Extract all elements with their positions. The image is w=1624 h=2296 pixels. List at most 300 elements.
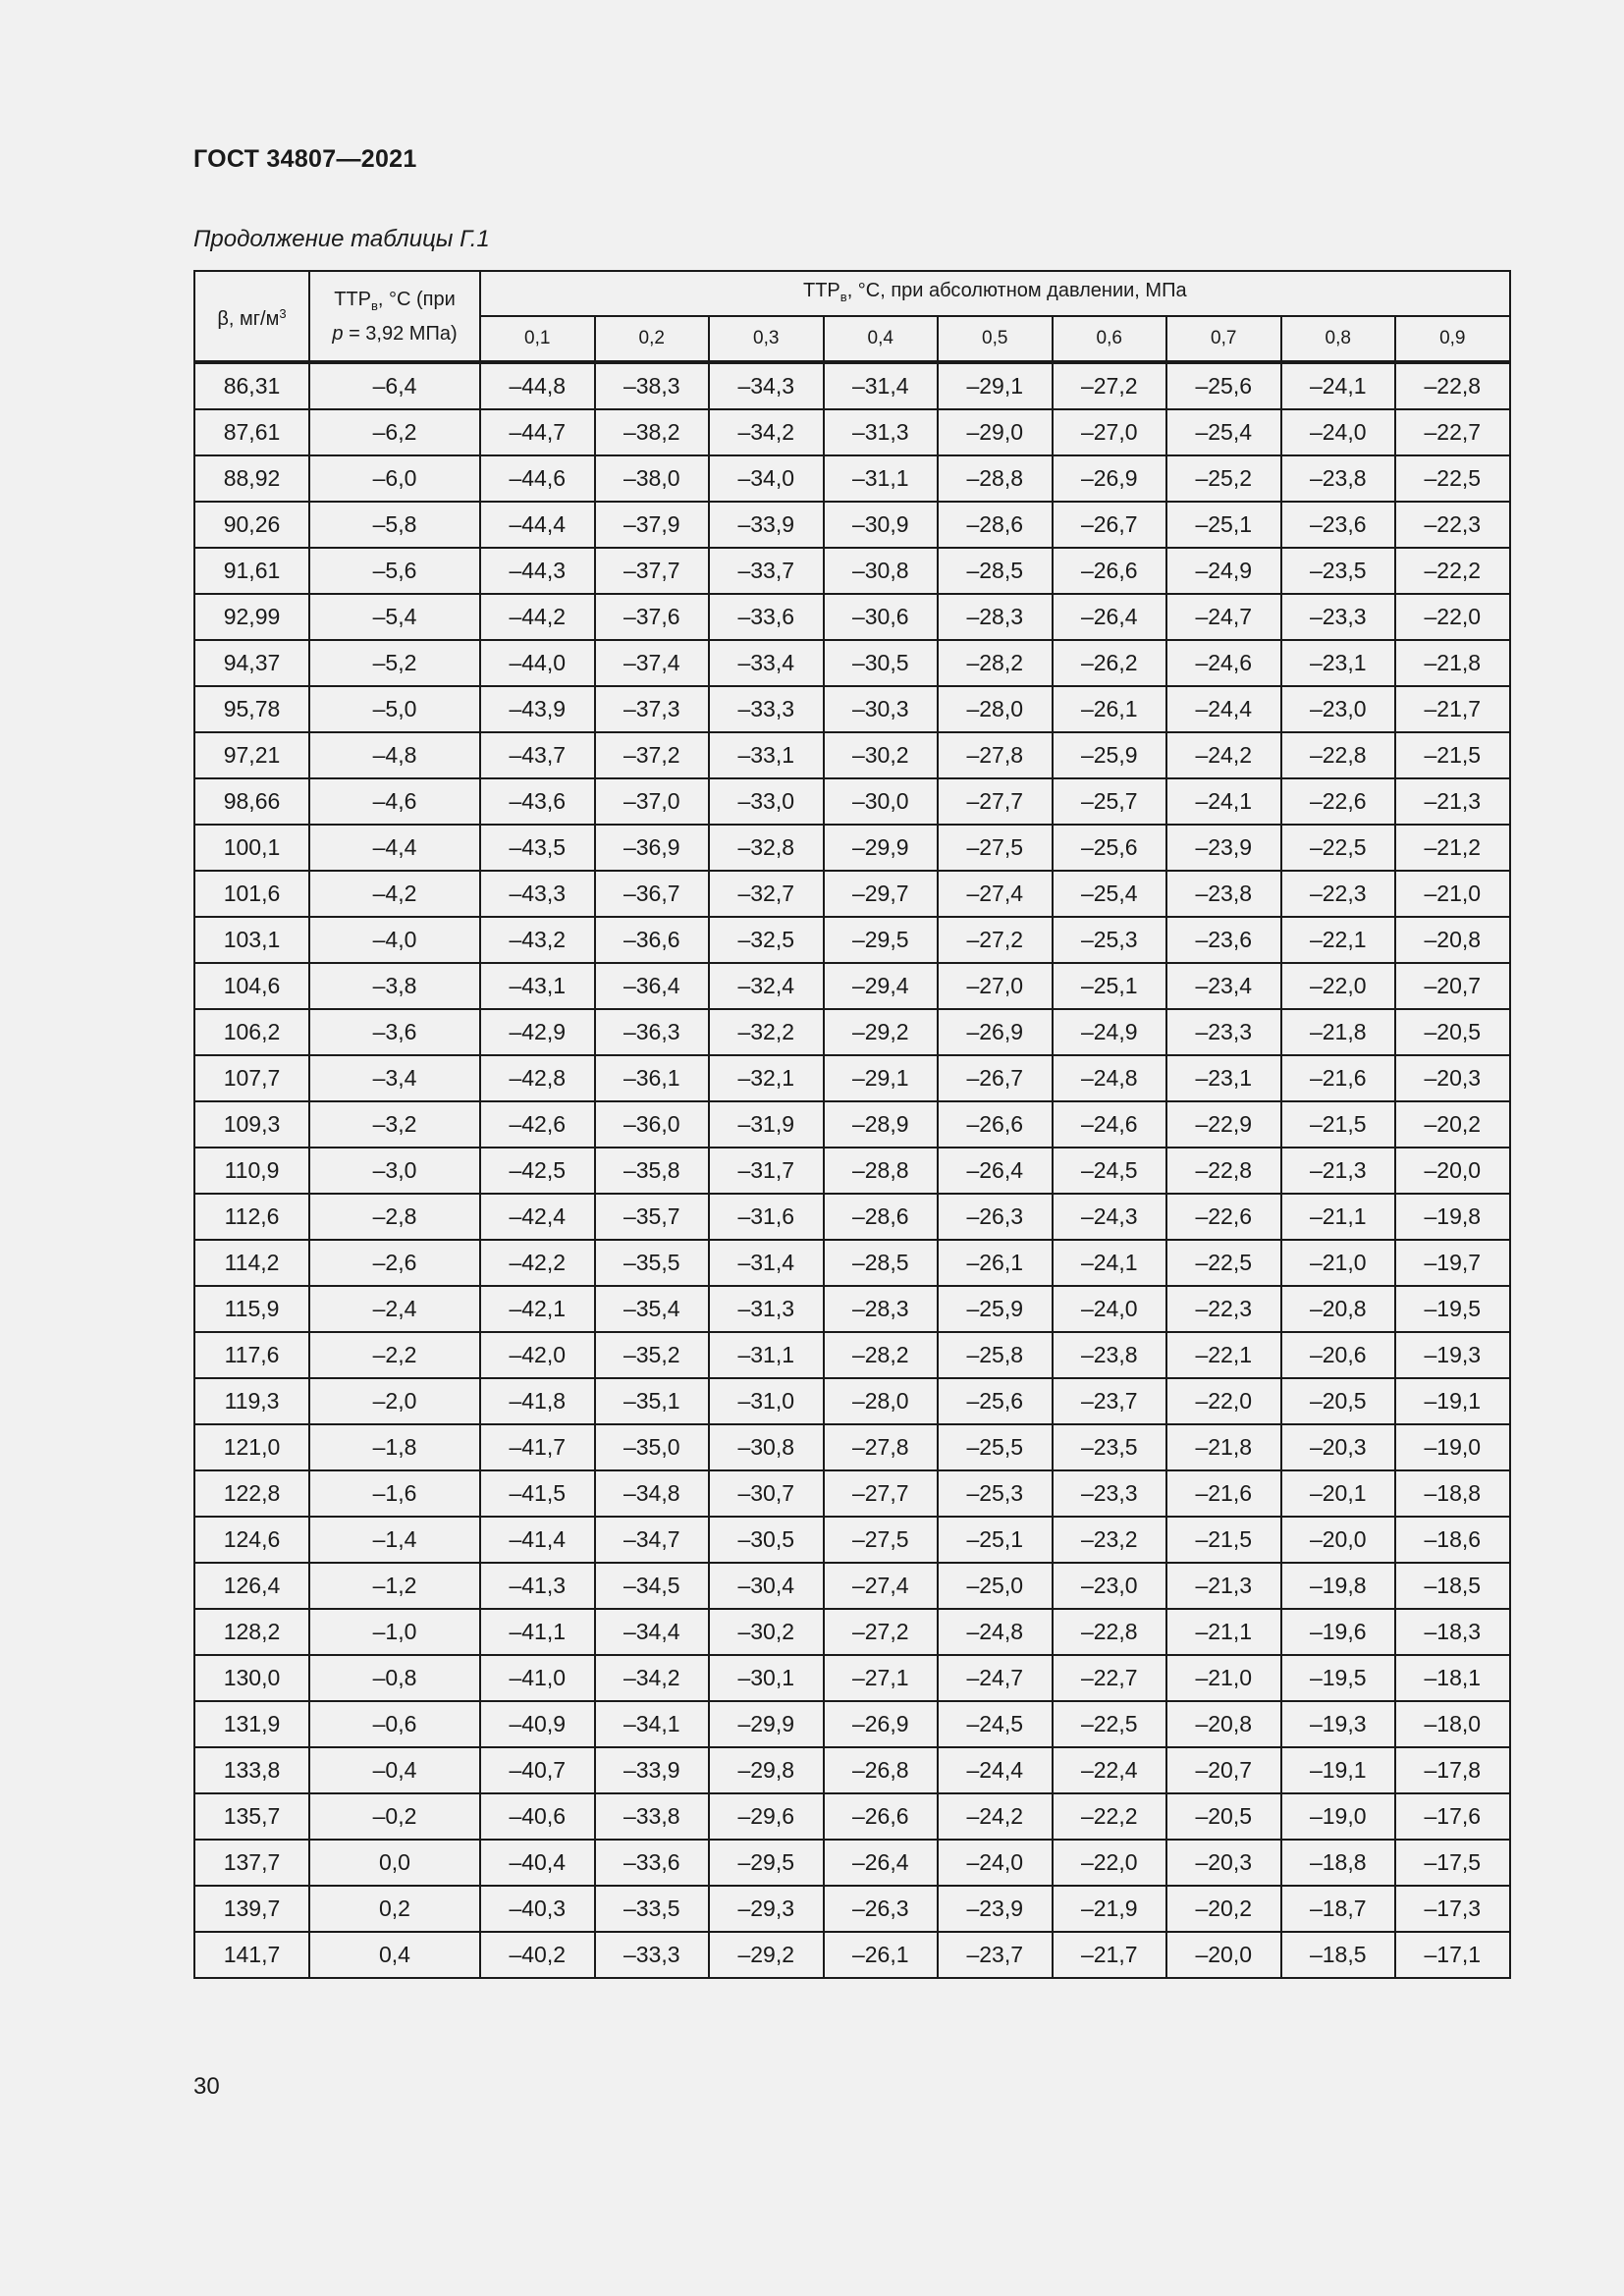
cell-beta: 135,7: [194, 1793, 309, 1840]
cell-value: –33,1: [709, 732, 824, 778]
cell-value: –31,3: [824, 409, 939, 455]
cell-value: –27,7: [938, 778, 1053, 825]
cell-value: –22,3: [1281, 871, 1396, 917]
cell-ttr: –1,4: [309, 1517, 480, 1563]
cell-value: –31,7: [709, 1148, 824, 1194]
cell-value: –42,9: [480, 1009, 595, 1055]
cell-value: –25,1: [938, 1517, 1053, 1563]
cell-value: –21,5: [1281, 1101, 1396, 1148]
cell-value: –33,3: [595, 1932, 710, 1978]
cell-value: –28,5: [938, 548, 1053, 594]
cell-value: –38,0: [595, 455, 710, 502]
cell-value: –37,3: [595, 686, 710, 732]
cell-value: –21,6: [1281, 1055, 1396, 1101]
table-row: [194, 1655, 1510, 1701]
cell-value: –22,5: [1281, 825, 1396, 871]
pressure-header: 0,1: [480, 316, 595, 362]
cell-value: –23,6: [1166, 917, 1281, 963]
cell-value: –21,8: [1281, 1009, 1396, 1055]
cell-value: –43,5: [480, 825, 595, 871]
cell-ttr: –4,4: [309, 825, 480, 871]
cell-value: –29,2: [824, 1009, 939, 1055]
cell-value: –24,3: [1053, 1194, 1167, 1240]
cell-value: –34,2: [595, 1655, 710, 1701]
cell-value: –22,5: [1395, 455, 1510, 502]
cell-ttr: –2,8: [309, 1194, 480, 1240]
cell-ttr: –3,2: [309, 1101, 480, 1148]
cell-value: –23,7: [938, 1932, 1053, 1978]
cell-value: –27,5: [938, 825, 1053, 871]
cell-beta: 128,2: [194, 1609, 309, 1655]
cell-value: –19,1: [1281, 1747, 1396, 1793]
cell-value: –29,4: [824, 963, 939, 1009]
table-row: [194, 1609, 1510, 1655]
cell-value: –28,2: [824, 1332, 939, 1378]
cell-value: –28,8: [824, 1148, 939, 1194]
table-row: [194, 1055, 1510, 1101]
cell-value: –17,1: [1395, 1932, 1510, 1978]
pressure-header: 0,2: [595, 316, 710, 362]
cell-value: –35,7: [595, 1194, 710, 1240]
cell-value: –36,0: [595, 1101, 710, 1148]
cell-ttr: –0,2: [309, 1793, 480, 1840]
cell-value: –21,6: [1166, 1470, 1281, 1517]
cell-value: –20,8: [1281, 1286, 1396, 1332]
cell-value: –22,6: [1166, 1194, 1281, 1240]
cell-ttr: –5,2: [309, 640, 480, 686]
cell-value: –43,9: [480, 686, 595, 732]
cell-value: –32,7: [709, 871, 824, 917]
cell-value: –28,6: [938, 502, 1053, 548]
cell-value: –20,0: [1395, 1148, 1510, 1194]
cell-value: –18,0: [1395, 1701, 1510, 1747]
cell-ttr: –1,2: [309, 1563, 480, 1609]
cell-value: –28,2: [938, 640, 1053, 686]
cell-value: –42,2: [480, 1240, 595, 1286]
cell-ttr: –4,0: [309, 917, 480, 963]
table-row: [194, 871, 1510, 917]
table-row: [194, 1886, 1510, 1932]
cell-ttr: –5,8: [309, 502, 480, 548]
cell-ttr: –4,2: [309, 871, 480, 917]
cell-value: –30,5: [709, 1517, 824, 1563]
cell-value: –22,0: [1053, 1840, 1167, 1886]
cell-beta: 133,8: [194, 1747, 309, 1793]
cell-value: –41,8: [480, 1378, 595, 1424]
table-row: [194, 825, 1510, 871]
cell-value: –25,5: [938, 1424, 1053, 1470]
cell-beta: 122,8: [194, 1470, 309, 1517]
cell-value: –25,4: [1053, 871, 1167, 917]
cell-value: –25,3: [1053, 917, 1167, 963]
cell-value: –29,9: [709, 1701, 824, 1747]
cell-ttr: –6,4: [309, 362, 480, 409]
cell-beta: 104,6: [194, 963, 309, 1009]
cell-value: –22,7: [1053, 1655, 1167, 1701]
cell-value: –22,8: [1281, 732, 1396, 778]
cell-value: –44,7: [480, 409, 595, 455]
cell-value: –43,1: [480, 963, 595, 1009]
cell-value: –42,5: [480, 1148, 595, 1194]
cell-value: –21,3: [1281, 1148, 1396, 1194]
cell-value: –36,6: [595, 917, 710, 963]
cell-value: –25,4: [1166, 409, 1281, 455]
cell-value: –24,8: [1053, 1055, 1167, 1101]
cell-value: –19,3: [1395, 1332, 1510, 1378]
cell-beta: 107,7: [194, 1055, 309, 1101]
cell-value: –18,1: [1395, 1655, 1510, 1701]
cell-ttr: –2,6: [309, 1240, 480, 1286]
cell-value: –19,3: [1281, 1701, 1396, 1747]
cell-value: –18,5: [1395, 1563, 1510, 1609]
cell-value: –26,6: [938, 1101, 1053, 1148]
table-row: [194, 1563, 1510, 1609]
cell-value: –24,4: [1166, 686, 1281, 732]
cell-value: –20,3: [1395, 1055, 1510, 1101]
cell-value: –18,8: [1281, 1840, 1396, 1886]
cell-value: –31,4: [709, 1240, 824, 1286]
cell-value: –40,2: [480, 1932, 595, 1978]
cell-value: –34,1: [595, 1701, 710, 1747]
cell-value: –42,4: [480, 1194, 595, 1240]
cell-value: –21,8: [1395, 640, 1510, 686]
cell-value: –40,9: [480, 1701, 595, 1747]
cell-value: –34,3: [709, 362, 824, 409]
cell-value: –44,6: [480, 455, 595, 502]
cell-value: –42,8: [480, 1055, 595, 1101]
cell-value: –19,8: [1395, 1194, 1510, 1240]
table-row: [194, 1332, 1510, 1378]
cell-value: –26,6: [1053, 548, 1167, 594]
cell-value: –31,3: [709, 1286, 824, 1332]
cell-value: –29,2: [709, 1932, 824, 1978]
cell-value: –33,5: [595, 1886, 710, 1932]
table-row: [194, 1101, 1510, 1148]
cell-value: –25,6: [1053, 825, 1167, 871]
cell-value: –33,0: [709, 778, 824, 825]
cell-value: –37,9: [595, 502, 710, 548]
cell-value: –27,2: [938, 917, 1053, 963]
cell-value: –38,3: [595, 362, 710, 409]
cell-value: –35,0: [595, 1424, 710, 1470]
cell-beta: 114,2: [194, 1240, 309, 1286]
cell-beta: 115,9: [194, 1286, 309, 1332]
cell-value: –42,6: [480, 1101, 595, 1148]
cell-value: –20,5: [1166, 1793, 1281, 1840]
cell-ttr: –3,8: [309, 963, 480, 1009]
cell-ttr: –5,0: [309, 686, 480, 732]
cell-value: –22,3: [1395, 502, 1510, 548]
cell-ttr: –3,4: [309, 1055, 480, 1101]
cell-value: –24,8: [938, 1609, 1053, 1655]
cell-value: –24,7: [1166, 594, 1281, 640]
cell-value: –25,9: [1053, 732, 1167, 778]
cell-value: –24,6: [1166, 640, 1281, 686]
cell-value: –26,6: [824, 1793, 939, 1840]
cell-value: –24,6: [1053, 1101, 1167, 1148]
cell-value: –26,1: [1053, 686, 1167, 732]
cell-value: –26,1: [824, 1932, 939, 1978]
cell-beta: 124,6: [194, 1517, 309, 1563]
cell-value: –23,8: [1053, 1332, 1167, 1378]
cell-value: –33,9: [709, 502, 824, 548]
page-number: 30: [193, 2073, 220, 2100]
cell-value: –30,8: [709, 1424, 824, 1470]
cell-value: –21,7: [1053, 1932, 1167, 1978]
cell-value: –31,9: [709, 1101, 824, 1148]
cell-value: –22,0: [1281, 963, 1396, 1009]
cell-value: –33,9: [595, 1747, 710, 1793]
cell-value: –23,8: [1166, 871, 1281, 917]
table-row: [194, 778, 1510, 825]
cell-beta: 103,1: [194, 917, 309, 963]
cell-value: –28,8: [938, 455, 1053, 502]
cell-ttr: –3,6: [309, 1009, 480, 1055]
cell-value: –27,7: [824, 1470, 939, 1517]
cell-value: –26,3: [938, 1194, 1053, 1240]
cell-value: –25,1: [1166, 502, 1281, 548]
cell-ttr: –4,6: [309, 778, 480, 825]
cell-value: –30,5: [824, 640, 939, 686]
cell-value: –34,5: [595, 1563, 710, 1609]
cell-value: –19,7: [1395, 1240, 1510, 1286]
cell-value: –41,0: [480, 1655, 595, 1701]
cell-value: –18,3: [1395, 1609, 1510, 1655]
cell-beta: 90,26: [194, 502, 309, 548]
cell-value: –26,4: [938, 1148, 1053, 1194]
cell-value: –23,3: [1053, 1470, 1167, 1517]
table-row: [194, 732, 1510, 778]
cell-value: –17,5: [1395, 1840, 1510, 1886]
cell-value: –22,7: [1395, 409, 1510, 455]
cell-ttr: –5,4: [309, 594, 480, 640]
cell-beta: 92,99: [194, 594, 309, 640]
cell-ttr: 0,0: [309, 1840, 480, 1886]
cell-value: –24,1: [1166, 778, 1281, 825]
cell-value: –29,9: [824, 825, 939, 871]
cell-value: –36,1: [595, 1055, 710, 1101]
cell-value: –23,3: [1281, 594, 1396, 640]
cell-ttr: –2,2: [309, 1332, 480, 1378]
cell-value: –20,1: [1281, 1470, 1396, 1517]
cell-value: –37,7: [595, 548, 710, 594]
cell-value: –24,5: [1053, 1148, 1167, 1194]
cell-beta: 110,9: [194, 1148, 309, 1194]
cell-ttr: –2,0: [309, 1378, 480, 1424]
cell-value: –18,5: [1281, 1932, 1396, 1978]
cell-value: –26,4: [824, 1840, 939, 1886]
cell-value: –27,8: [938, 732, 1053, 778]
table-row: [194, 1240, 1510, 1286]
cell-beta: 101,6: [194, 871, 309, 917]
cell-beta: 95,78: [194, 686, 309, 732]
cell-value: –20,0: [1281, 1517, 1396, 1563]
cell-value: –34,0: [709, 455, 824, 502]
cell-value: –29,3: [709, 1886, 824, 1932]
cell-value: –27,8: [824, 1424, 939, 1470]
cell-value: –20,7: [1166, 1747, 1281, 1793]
cell-value: –37,6: [595, 594, 710, 640]
cell-value: –22,1: [1281, 917, 1396, 963]
cell-value: –20,7: [1395, 963, 1510, 1009]
table-row: [194, 1840, 1510, 1886]
cell-value: –24,9: [1053, 1009, 1167, 1055]
cell-beta: 119,3: [194, 1378, 309, 1424]
cell-beta: 87,61: [194, 409, 309, 455]
cell-value: –23,4: [1166, 963, 1281, 1009]
cell-value: –28,3: [938, 594, 1053, 640]
cell-value: –41,5: [480, 1470, 595, 1517]
cell-value: –23,5: [1281, 548, 1396, 594]
cell-value: –21,5: [1166, 1517, 1281, 1563]
cell-value: –21,7: [1395, 686, 1510, 732]
table-row: [194, 640, 1510, 686]
cell-value: –44,4: [480, 502, 595, 548]
cell-value: –22,8: [1395, 362, 1510, 409]
cell-beta: 91,61: [194, 548, 309, 594]
cell-value: –20,8: [1395, 917, 1510, 963]
cell-value: –23,7: [1053, 1378, 1167, 1424]
cell-value: –23,0: [1053, 1563, 1167, 1609]
cell-value: –19,5: [1281, 1655, 1396, 1701]
cell-value: –20,5: [1395, 1009, 1510, 1055]
cell-value: –40,7: [480, 1747, 595, 1793]
pressure-header: 0,3: [709, 316, 824, 362]
cell-ttr: –2,4: [309, 1286, 480, 1332]
cell-value: –26,1: [938, 1240, 1053, 1286]
cell-value: –21,5: [1395, 732, 1510, 778]
table-row: [194, 1424, 1510, 1470]
cell-value: –22,9: [1166, 1101, 1281, 1148]
cell-value: –18,8: [1395, 1470, 1510, 1517]
cell-value: –29,8: [709, 1747, 824, 1793]
column-header-beta: β, $мг/м^3$: [194, 271, 309, 362]
cell-value: –43,3: [480, 871, 595, 917]
cell-value: –31,4: [824, 362, 939, 409]
table-row: [194, 1148, 1510, 1194]
pressure-header: 0,5: [938, 316, 1053, 362]
cell-value: –25,6: [938, 1378, 1053, 1424]
cell-value: –30,0: [824, 778, 939, 825]
cell-value: –28,9: [824, 1101, 939, 1148]
cell-value: –43,6: [480, 778, 595, 825]
cell-ttr: –0,6: [309, 1701, 480, 1747]
cell-value: –21,3: [1166, 1563, 1281, 1609]
cell-value: –35,4: [595, 1286, 710, 1332]
pressure-header: 0,8: [1281, 316, 1396, 362]
cell-value: –31,0: [709, 1378, 824, 1424]
cell-ttr: –6,2: [309, 409, 480, 455]
cell-value: –35,1: [595, 1378, 710, 1424]
cell-value: –22,8: [1053, 1609, 1167, 1655]
cell-value: –23,9: [938, 1886, 1053, 1932]
cell-value: –21,2: [1395, 825, 1510, 871]
cell-value: –21,0: [1166, 1655, 1281, 1701]
cell-value: –42,0: [480, 1332, 595, 1378]
cell-value: –19,5: [1395, 1286, 1510, 1332]
cell-beta: 109,3: [194, 1101, 309, 1148]
table-row: [194, 548, 1510, 594]
cell-ttr: –1,8: [309, 1424, 480, 1470]
column-header-ttr-at-pressure: $ТТР_в$, °С (при р = 3,92 МПа): [309, 271, 480, 362]
cell-ttr: –0,4: [309, 1747, 480, 1793]
cell-value: –41,1: [480, 1609, 595, 1655]
table-row: [194, 1701, 1510, 1747]
cell-ttr: –0,8: [309, 1655, 480, 1701]
cell-value: –36,9: [595, 825, 710, 871]
cell-value: –33,7: [709, 548, 824, 594]
table-row: [194, 1470, 1510, 1517]
cell-value: –25,0: [938, 1563, 1053, 1609]
cell-value: –28,0: [824, 1378, 939, 1424]
cell-value: –32,8: [709, 825, 824, 871]
cell-value: –29,1: [938, 362, 1053, 409]
cell-ttr: –1,0: [309, 1609, 480, 1655]
cell-value: –30,6: [824, 594, 939, 640]
cell-value: –24,2: [938, 1793, 1053, 1840]
cell-value: –31,1: [709, 1332, 824, 1378]
table-row: [194, 362, 1510, 409]
cell-value: –36,3: [595, 1009, 710, 1055]
cell-value: –20,0: [1166, 1932, 1281, 1978]
cell-value: –34,8: [595, 1470, 710, 1517]
cell-beta: 98,66: [194, 778, 309, 825]
cell-value: –27,1: [824, 1655, 939, 1701]
cell-value: –25,9: [938, 1286, 1053, 1332]
column-group-header: $ТТР_в$, °С, при абсолютном давлении, МПа: [480, 271, 1510, 316]
cell-value: –24,0: [1281, 409, 1396, 455]
cell-value: –32,5: [709, 917, 824, 963]
cell-value: –41,4: [480, 1517, 595, 1563]
cell-value: –41,3: [480, 1563, 595, 1609]
cell-value: –34,4: [595, 1609, 710, 1655]
cell-value: –23,8: [1281, 455, 1396, 502]
cell-ttr: –5,6: [309, 548, 480, 594]
cell-value: –37,4: [595, 640, 710, 686]
cell-value: –24,2: [1166, 732, 1281, 778]
cell-value: –37,0: [595, 778, 710, 825]
table-row: [194, 686, 1510, 732]
cell-value: –26,3: [824, 1886, 939, 1932]
cell-value: –27,2: [824, 1609, 939, 1655]
cell-value: –35,8: [595, 1148, 710, 1194]
cell-value: –28,0: [938, 686, 1053, 732]
cell-value: –24,4: [938, 1747, 1053, 1793]
cell-value: –28,6: [824, 1194, 939, 1240]
cell-value: –33,6: [595, 1840, 710, 1886]
cell-value: –20,6: [1281, 1332, 1396, 1378]
cell-ttr: –6,0: [309, 455, 480, 502]
cell-value: –19,1: [1395, 1378, 1510, 1424]
cell-value: –29,0: [938, 409, 1053, 455]
table-row: [194, 1932, 1510, 1978]
cell-ttr: 0,2: [309, 1886, 480, 1932]
cell-value: –21,1: [1166, 1609, 1281, 1655]
cell-value: –28,5: [824, 1240, 939, 1286]
cell-value: –22,0: [1395, 594, 1510, 640]
cell-value: –20,8: [1166, 1701, 1281, 1747]
table-row: [194, 455, 1510, 502]
table-caption: Продолжение таблицы Г.1: [193, 226, 490, 252]
cell-value: –17,8: [1395, 1747, 1510, 1793]
cell-value: –26,7: [938, 1055, 1053, 1101]
cell-value: –32,4: [709, 963, 824, 1009]
cell-value: –26,8: [824, 1747, 939, 1793]
cell-value: –20,3: [1166, 1840, 1281, 1886]
cell-beta: 126,4: [194, 1563, 309, 1609]
cell-value: –37,2: [595, 732, 710, 778]
cell-value: –34,2: [709, 409, 824, 455]
